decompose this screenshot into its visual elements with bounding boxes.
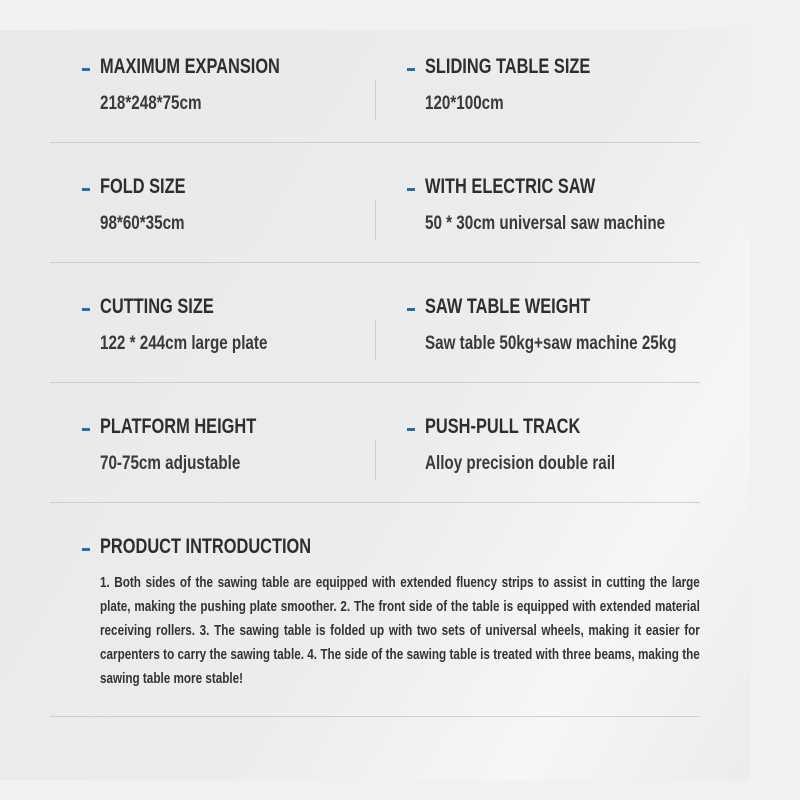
- spec-maximum-expansion: [82, 55, 402, 135]
- column-divider: [375, 200, 376, 240]
- spec-title: SLIDING TABLE SIZE: [425, 55, 591, 78]
- spec-title: PLATFORM HEIGHT: [100, 415, 257, 438]
- dash-icon: [407, 308, 415, 311]
- dash-icon: [82, 188, 90, 191]
- spec-fold-size: [82, 175, 402, 255]
- spec-title: SAW TABLE WEIGHT: [425, 295, 591, 318]
- row-divider: [50, 262, 700, 263]
- row-divider: [50, 382, 700, 383]
- row-divider: [50, 716, 700, 717]
- spec-electric-saw: [407, 175, 727, 255]
- product-introduction-text: 1. Both sides of the sawing table are equipped with extended fluency strips to assist in cutting the large plate, making the pushing plate smoother. 2. The front side of the table is equipped with extended material receiving rollers. 3. The sawing table is folded up with two sets of universal wheels, making it easier for carpenters to carry the sawing table. 4. The side of the sawing table is treated with three beams, making the sawing table more stable!: [100, 574, 700, 687]
- dash-icon: [82, 548, 90, 551]
- spec-saw-table-weight: [407, 295, 727, 375]
- spec-sliding-table-size: [407, 55, 727, 135]
- dash-icon: [82, 308, 90, 311]
- column-divider: [375, 320, 376, 360]
- spec-title: WITH ELECTRIC SAW: [425, 175, 596, 198]
- dash-icon: [82, 428, 90, 431]
- spec-value: Saw table 50kg+saw machine 25kg: [425, 332, 677, 354]
- spec-cutting-size: [82, 295, 402, 375]
- spec-title: FOLD SIZE: [100, 175, 186, 198]
- spec-title: PUSH-PULL TRACK: [425, 415, 581, 438]
- spec-value: 120*100cm: [425, 92, 504, 114]
- spec-title: CUTTING SIZE: [100, 295, 214, 318]
- row-divider: [50, 142, 700, 143]
- spec-value: 50 * 30cm universal saw machine: [425, 212, 666, 234]
- dash-icon: [407, 68, 415, 71]
- spec-value: 98*60*35cm: [100, 212, 185, 234]
- spec-value: 70-75cm adjustable: [100, 452, 241, 474]
- dash-icon: [82, 68, 90, 71]
- spec-value: Alloy precision double rail: [425, 452, 616, 474]
- column-divider: [375, 440, 376, 480]
- spec-value: 122 * 244cm large plate: [100, 332, 268, 354]
- spec-title: MAXIMUM EXPANSION: [100, 55, 280, 78]
- spec-value: 218*248*75cm: [100, 92, 202, 114]
- spec-platform-height: [82, 415, 402, 495]
- spec-push-pull-track: [407, 415, 727, 495]
- row-divider: [50, 502, 700, 503]
- section-title: PRODUCT INTRODUCTION: [100, 535, 312, 558]
- dash-icon: [407, 428, 415, 431]
- column-divider: [375, 80, 376, 120]
- dash-icon: [407, 188, 415, 191]
